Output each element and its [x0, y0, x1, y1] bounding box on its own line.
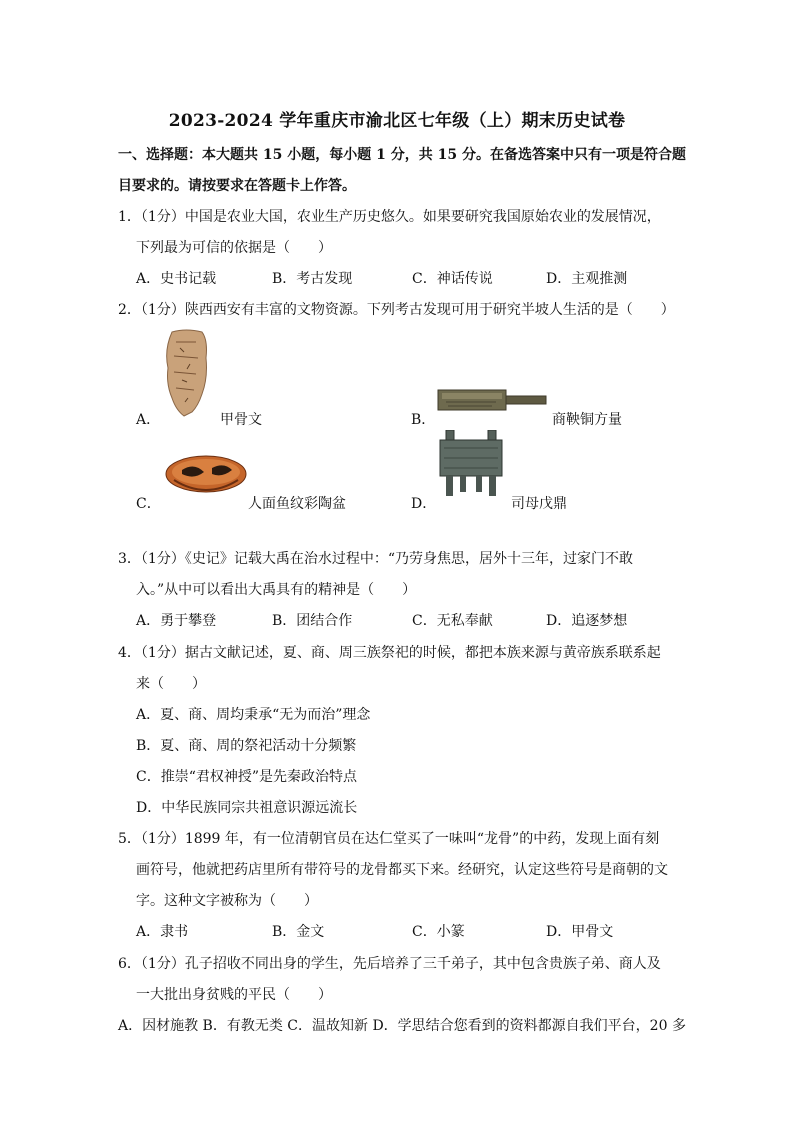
fish-face-pottery-basin-image	[164, 454, 248, 500]
q4-option-b: B．夏、商、周的祭祀活动十分频繁	[136, 738, 357, 754]
q3-line1: 3．（1分）《史记》记载大禹在治水过程中：“乃劳身焦思，居外十三年，过家门不敢	[118, 551, 633, 567]
q3-line2: 入。”从中可以看出大禹具有的精神是（ ）	[136, 582, 417, 598]
q4-option-a: A．夏、商、周均秉承“无为而治”理念	[136, 707, 371, 723]
q1-line1: 1．（1分）中国是农业大国，农业生产历史悠久。如果要研究我国原始农业的发展情况，	[118, 209, 661, 225]
q1-option-c: C．神话传说	[412, 271, 493, 287]
q4-line1: 4．（1分）据古文献记述，夏、商、周三族祭祀的时候，都把本族来源与黄帝族系联系起	[118, 645, 661, 661]
q2-option-d-caption: 司母戊鼎	[511, 496, 567, 512]
oracle-bone-image	[162, 328, 210, 418]
q2-option-c-caption: 人面鱼纹彩陶盆	[248, 496, 346, 512]
q2-option-a-caption: 甲骨文	[220, 412, 262, 428]
q5-line1: 5．（1分）1899 年，有一位清朝官员在达仁堂买了一味叫“龙骨”的中药，发现上面有刻	[118, 831, 660, 847]
q6-line2: 一大批出身贫贱的平民（ ）	[136, 987, 332, 1003]
q5-option-b: B．金文	[272, 924, 325, 940]
q2-option-d-letter: D．	[411, 496, 437, 512]
simuwu-ding-image	[436, 430, 506, 498]
q5-option-d: D．甲骨文	[546, 924, 614, 940]
q4-option-c: C．推崇“君权神授”是先秦政治特点	[136, 769, 358, 785]
q1-option-d: D．主观推测	[546, 271, 628, 287]
q5-line3: 字。这种文字被称为（ ）	[136, 893, 318, 909]
section-header-line2: 目要求的。请按要求在答题卡上作答。	[118, 178, 356, 194]
q3-option-a: A．勇于攀登	[136, 613, 217, 629]
q5-option-c: C．小篆	[412, 924, 465, 940]
q3-option-b: B．团结合作	[272, 613, 353, 629]
q2-line1: 2．（1分）陕西西安有丰富的文物资源。下列考古发现可用于研究半坡人生活的是（ ）	[118, 302, 675, 318]
q4-line2: 来（ ）	[136, 676, 206, 692]
section-header-line1: 一、选择题：本大题共 15 小题，每小题 1 分，共 15 分。在备选答案中只有一项是符合题	[118, 147, 686, 163]
q3-option-c: C．无私奉献	[412, 613, 493, 629]
q6-line1: 6．（1分）孔子招收不同出身的学生，先后培养了三千弟子，其中包含贵族子弟、商人及	[118, 956, 661, 972]
q6-line3: A．因材施教 B．有教无类 C．温故知新 D．学思结合您看到的资料都源自我们平台，20 多	[118, 1018, 686, 1034]
q1-option-b: B．考古发现	[272, 271, 353, 287]
q2-option-b-letter: B．	[411, 412, 436, 428]
q1-line2: 下列最为可信的依据是（ ）	[136, 240, 332, 256]
q2-option-b-caption: 商鞅铜方量	[552, 412, 622, 428]
exam-title: 2023-2024 学年重庆市渝北区七年级（上）期末历史试卷	[168, 111, 626, 131]
shang-yang-bronze-measure-image	[436, 386, 548, 412]
q2-option-c-letter: C．	[136, 496, 161, 512]
q1-option-a: A．史书记载	[136, 271, 217, 287]
q4-option-d: D．中华民族同宗共祖意识源远流长	[136, 800, 358, 816]
q2-option-a-letter: A．	[136, 412, 161, 428]
q5-option-a: A．隶书	[136, 924, 189, 940]
q5-line2: 画符号，他就把药店里所有带符号的龙骨都买下来。经研究，认定这些符号是商朝的文	[136, 862, 668, 878]
q3-option-d: D．追逐梦想	[546, 613, 628, 629]
